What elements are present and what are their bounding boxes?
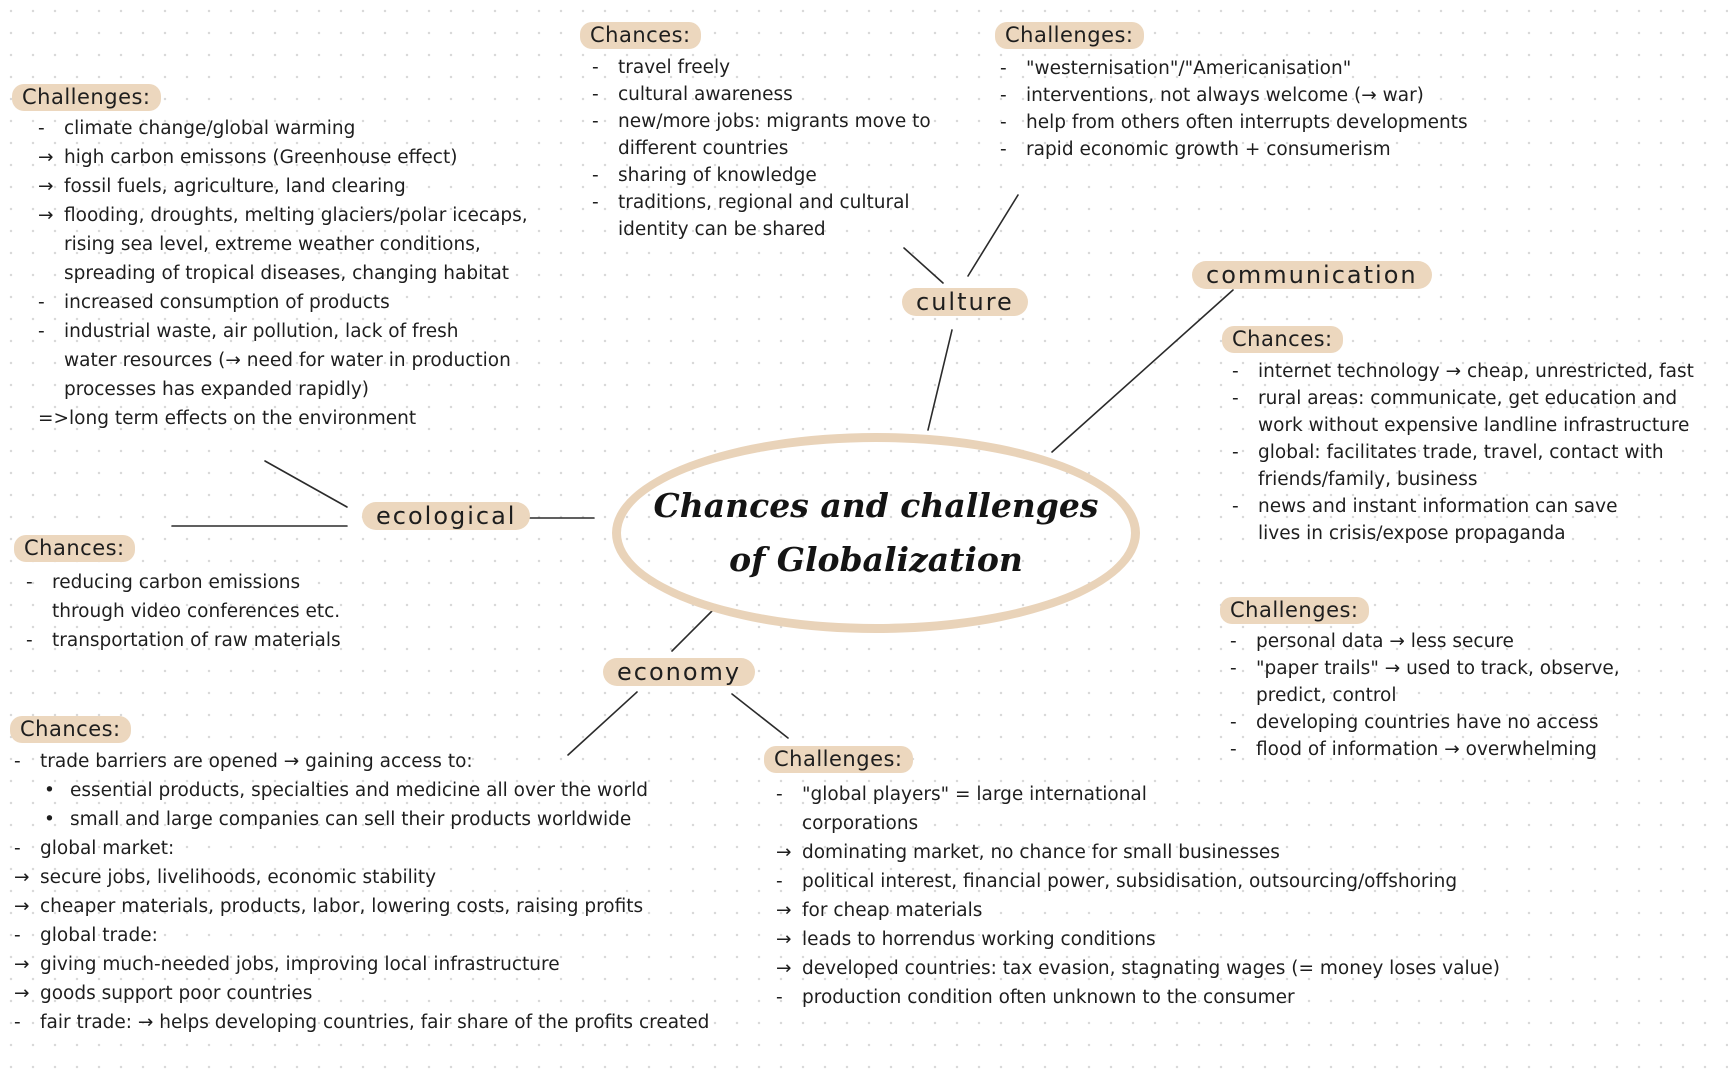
communication-chances-list [1232,358,1694,547]
list-item: - flood of information → overwhelming [1230,739,1597,760]
list-item: - developing countries have no access [1230,712,1599,733]
line-ecological-challenges [265,461,347,507]
list-item: - industrial waste, air pollution, lack of fresh [38,321,459,342]
list-item: - "global players" = large international [776,784,1147,805]
list-item: - interventions, not always welcome (→ war) [1000,85,1424,106]
list-item: - global market: [14,838,175,859]
line-economy-challenges [732,694,788,738]
ecological-challenges-list [38,114,528,433]
list-item: - global trade: [14,925,158,946]
communication-chances-label: Chances: [1222,326,1343,353]
ecological-chances-list [26,568,341,655]
list-item: → goods support poor countries [14,983,313,1004]
list-item: through video conferences etc. [52,601,341,622]
topic-communication: communication [1192,261,1432,289]
list-item: → cheaper materials, products, labor, lowering costs, raising profits [14,896,644,917]
list-item: → for cheap materials [776,900,983,921]
list-item: rising sea level, extreme weather conditions, [64,234,481,255]
list-item: - production condition often unknown to the consumer [776,987,1295,1008]
list-item: corporations [802,813,919,834]
list-item: - news and instant information can save [1232,496,1618,517]
list-item: - reducing carbon emissions [26,572,301,593]
list-item: • small and large companies can sell their products worldwide [44,809,632,830]
economy-challenges-label: Challenges: [764,746,913,773]
list-item: - increased consumption of products [38,292,390,313]
list-item: - climate change/global warming [38,118,356,139]
list-item: → fossil fuels, agriculture, land clearing [38,176,406,197]
economy-chances-list [14,747,709,1037]
list-item: → giving much-needed jobs, improving local infrastructure [14,954,560,975]
list-item: - traditions, regional and cultural [592,192,910,213]
list-item: - internet technology → cheap, unrestricted, fast [1232,361,1694,382]
line-center-economy [672,607,716,651]
culture-challenges-list [1000,55,1468,163]
list-item: - travel freely [592,57,731,78]
economy-challenges-list [776,780,1500,1012]
list-item: water resources (→ need for water in production [64,350,511,371]
culture-chances-list [592,54,931,243]
title-line-1: Chances and challenges [653,486,1099,525]
list-item: - political interest, financial power, subsidisation, outsourcing/offshoring [776,871,1458,892]
topic-ecological: ecological [362,502,530,530]
title-line-2: of Globalization [729,540,1023,579]
list-item: work without expensive landline infrastructure [1258,415,1690,436]
line-economy-chances [568,692,637,755]
list-item: - global: facilitates trade, travel, contact with [1232,442,1664,463]
central-title [654,479,1099,587]
list-item: → secure jobs, livelihoods, economic stability [14,867,437,888]
list-item: - cultural awareness [592,84,793,105]
list-item: → leads to horrendus working conditions [776,929,1156,950]
list-item: identity can be shared [618,219,826,240]
list-item: → developed countries: tax evasion, stagnating wages (= money loses value) [776,958,1500,979]
line-culture-chances [904,248,943,283]
list-item: - help from others often interrupts developments [1000,112,1468,133]
list-item: - fair trade: → helps developing countries, fair share of the profits created [14,1012,710,1033]
culture-challenges-label: Challenges: [995,22,1144,49]
list-item: - "westernisation"/"Americanisation" [1000,58,1352,79]
list-item: → flooding, droughts, melting glaciers/polar icecaps, [38,205,528,226]
list-item: - "paper trails" → used to track, observe, [1230,658,1620,679]
list-item: - rapid economic growth + consumerism [1000,139,1391,160]
list-item: lives in crisis/expose propaganda [1258,523,1566,544]
ecological-challenges-label: Challenges: [12,84,161,111]
list-item: =>long term effects on the environment [38,408,417,429]
list-item: different countries [618,138,789,159]
list-item: - personal data → less secure [1230,631,1514,652]
central-topic [612,433,1140,633]
list-item: - new/more jobs: migrants move to [592,111,931,132]
communication-challenges-label: Challenges: [1220,597,1369,624]
line-culture-challenges [968,195,1018,276]
list-item: - trade barriers are opened → gaining access to: [14,751,473,772]
list-item: → high carbon emissons (Greenhouse effect) [38,147,458,168]
list-item: - transportation of raw materials [26,630,341,651]
list-item: friends/family, business [1258,469,1478,490]
topic-culture: culture [902,288,1028,316]
economy-chances-label: Chances: [10,716,131,743]
topic-economy: economy [603,658,755,686]
list-item: → dominating market, no chance for small businesses [776,842,1280,863]
line-center-communication [1052,290,1233,452]
line-center-culture [928,330,952,430]
ecological-chances-label: Chances: [14,535,135,562]
culture-chances-label: Chances: [580,22,701,49]
list-item: - rural areas: communicate, get education and [1232,388,1678,409]
communication-challenges-list [1230,628,1620,763]
list-item: spreading of tropical diseases, changing habitat [64,263,510,284]
list-item: processes has expanded rapidly) [64,379,370,400]
list-item: • essential products, specialties and medicine all over the world [44,780,648,801]
list-item: predict, control [1256,685,1397,706]
list-item: - sharing of knowledge [592,165,817,186]
